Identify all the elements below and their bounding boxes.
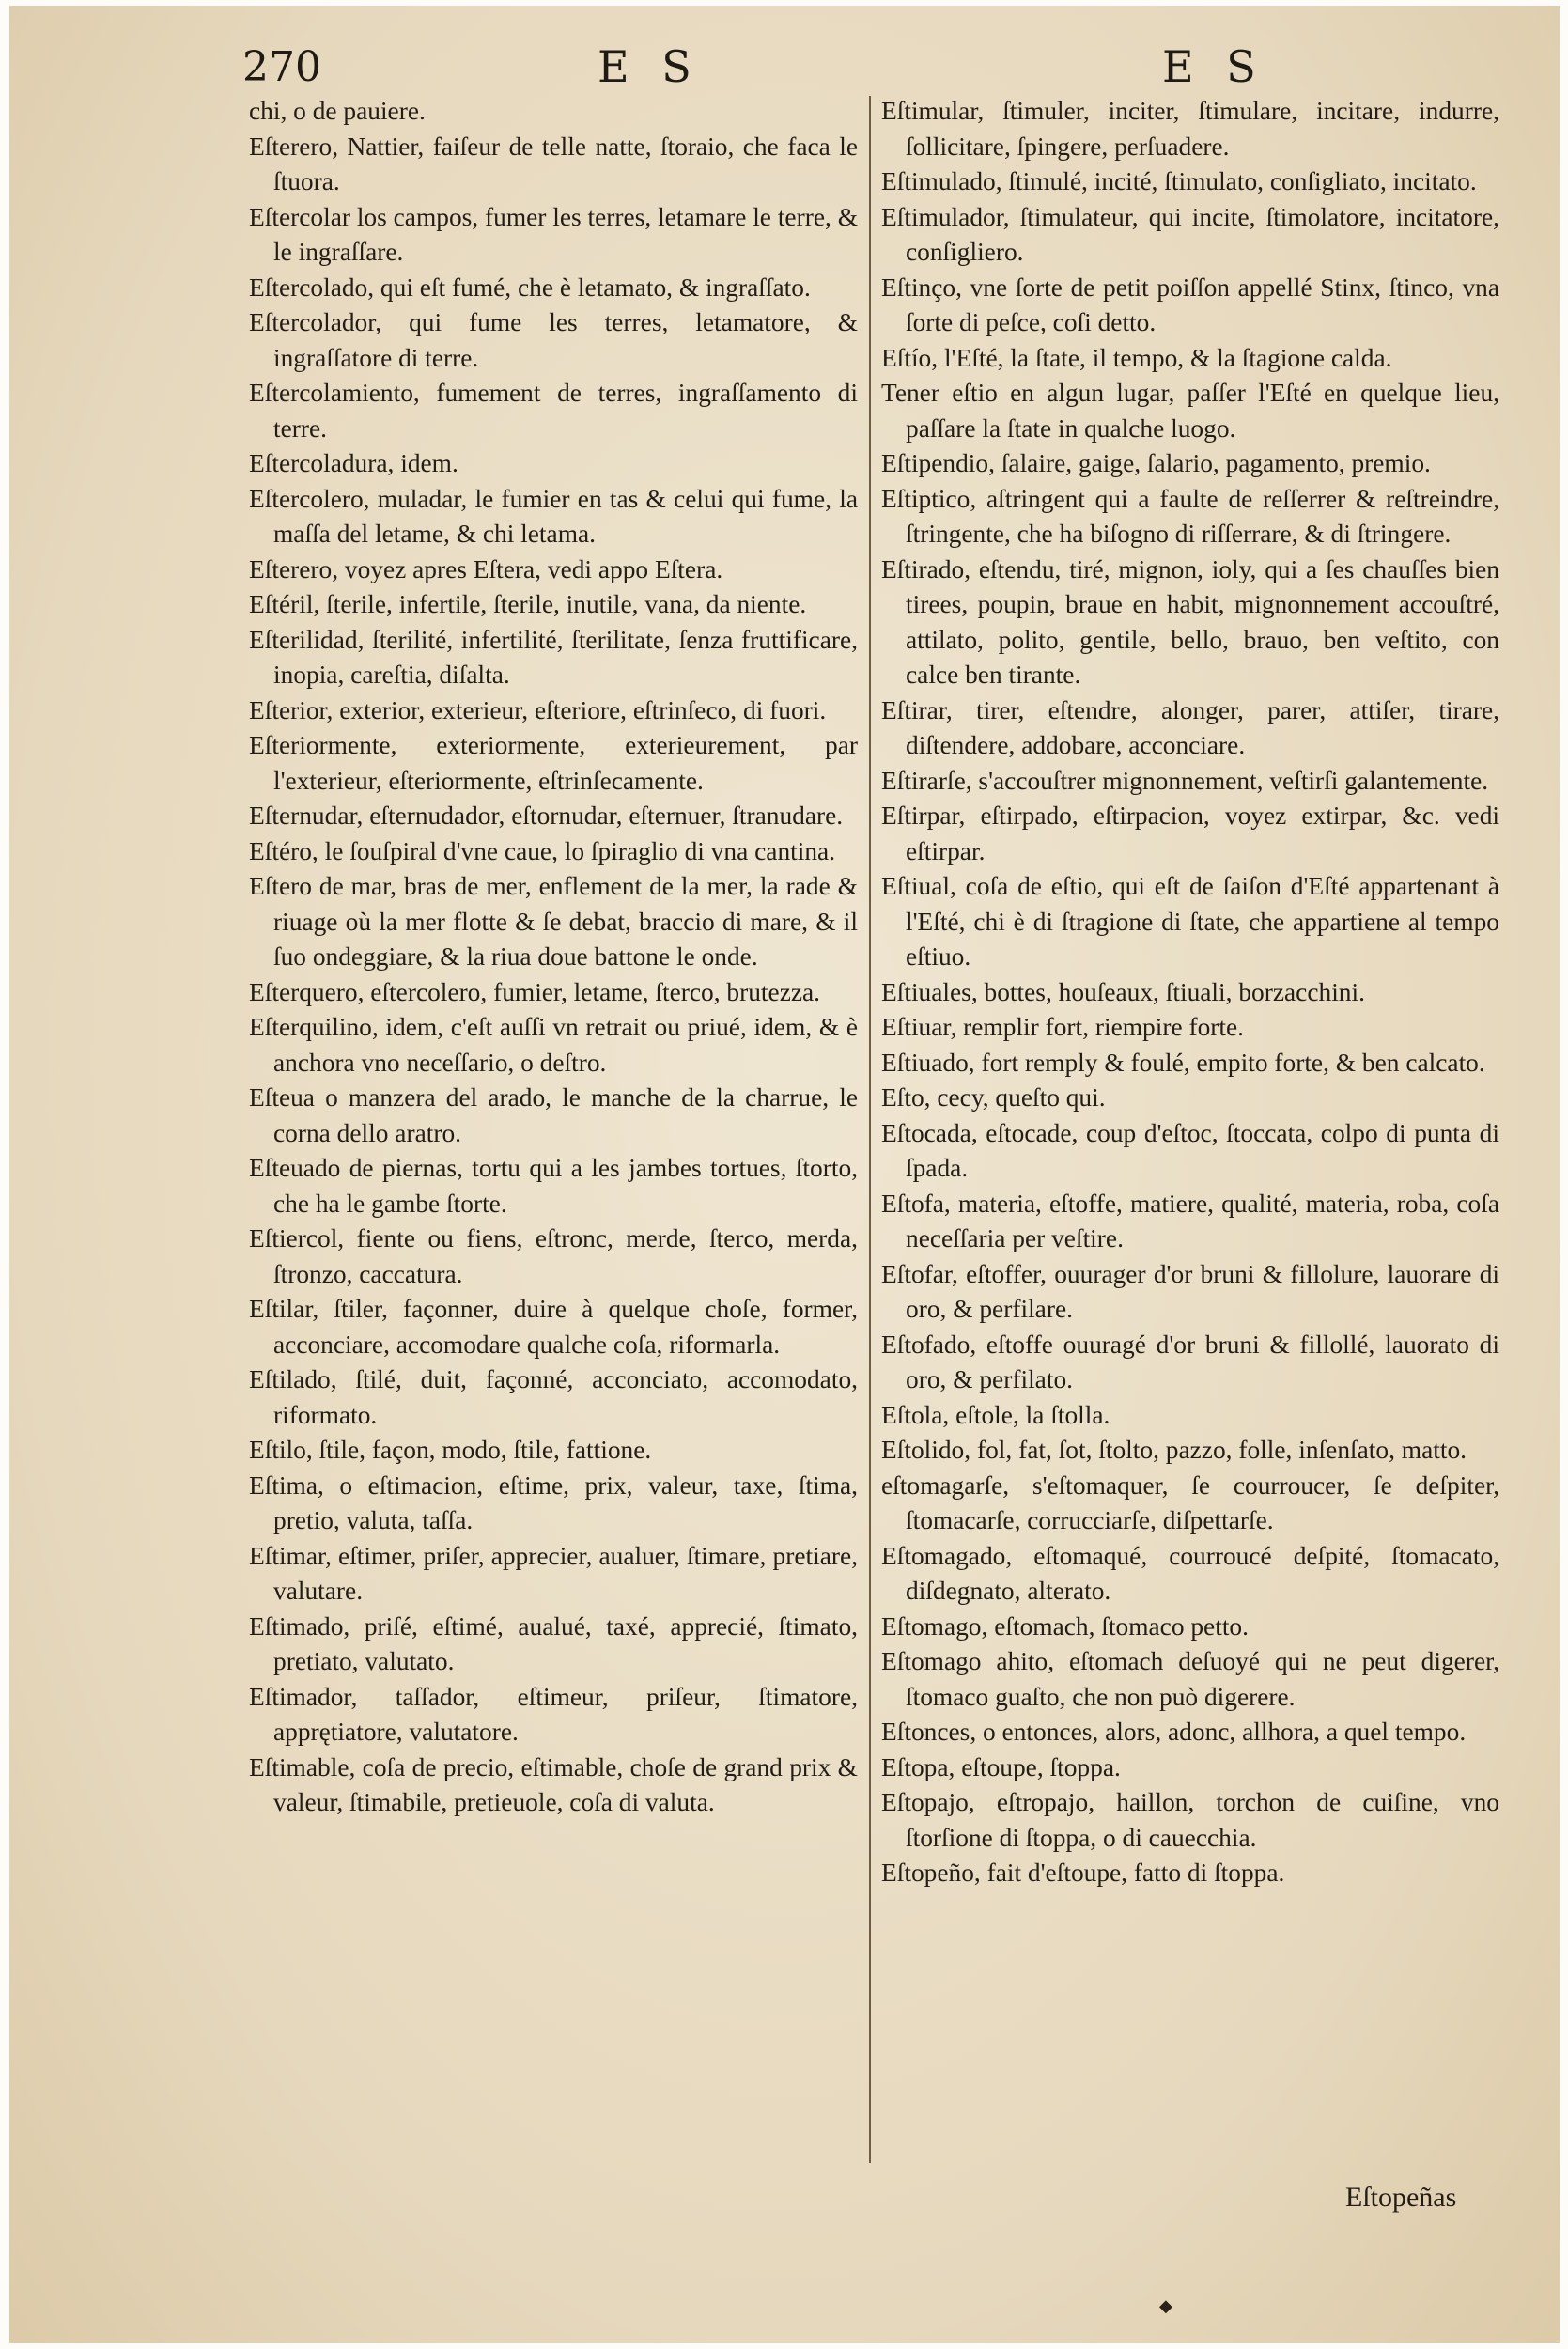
dictionary-entry: Eſtimular, ſtimuler, inciter, ſtimulare, incitare, indurre, ſollicitare, ſpingere, perſuadere. [881,97,1499,161]
dictionary-entry: eſtomagarſe, s'eſtomaquer, ſe courroucer, ſe deſpiter, ſtomacarſe, corrucciarſe, diſpettarſe. [881,1470,1499,1534]
right-column [881,94,1499,1891]
book-page [9,6,1560,2343]
dictionary-entry: Eſtiuales, bottes, houſeaux, ſtiuali, borzacchini. [881,977,1365,1006]
dictionary-entry: Eſtimulado, ſtimulé, incité, ſtimulato, conſigliato, incitato. [881,167,1477,195]
dictionary-entry: Eſtirado, eſtendu, tiré, mignon, ioly, qui a ſes chauſſes bien tirees, poupin, braue en habit, mignonnement accouſtré, attilato, polito, gentile, bello, brauo, ben veſtito, con calce ben tirante. [881,554,1499,689]
dictionary-entry: Eſtilado, ſtilé, duit, façonné, acconciato, accomodato, riformato. [249,1365,858,1429]
dictionary-entry: Eſteriormente, exteriormente, exterieurement, par l'exterieur, eſteriormente, eſtrinſecamente. [249,731,858,795]
column-divider [869,96,871,2163]
dictionary-entry: Eſtercolero, muladar, le fumier en tas & celui qui fume, la maſſa del letame, & chi letama. [249,484,858,548]
dictionary-entry: Eſtilar, ſtiler, façonner, duire à quelque choſe, former, acconciare, accomodare qualche coſa, riformarla. [249,1295,858,1359]
dictionary-entry: chi, o de pauiere. [249,97,426,125]
catchword: Eſtopeñas [1345,2182,1457,2213]
dictionary-entry: Eſtocada, eſtocade, coup d'eſtoc, ſtoccata, colpo di punta di ſpada. [881,1118,1499,1182]
printer-mark: ◆ [1159,2296,1172,2316]
dictionary-entry: Tener eſtio en algun lugar, paſſer l'Eſté en quelque lieu, paſſare la ſtate in qualche luogo. [881,379,1499,443]
dictionary-entry: Eſtima, o eſtimacion, eſtime, prix, valeur, taxe, ſtima, pretio, valuta, taſſa. [249,1470,858,1534]
dictionary-entry: Eſtiptico, aſtringent qui a faulte de reſſerrer & reſtreindre, ſtringente, che ha biſogno di riſſerrare, & di ſtringere. [881,484,1499,548]
dictionary-entry: Eſtéro, le ſouſpiral d'vne caue, lo ſpiraglio di vna cantina. [249,836,836,865]
dictionary-entry: Eſtiercol, fiente ou fiens, eſtronc, merde, ſterco, merda, ſtronzo, caccatura. [249,1224,858,1288]
dictionary-entry: Eſtofado, eſtoffe ouuragé d'or bruni & fillollé, lauorato di oro, & perfilato. [881,1330,1499,1393]
dictionary-entry: Eſtimable, coſa de precio, eſtimable, choſe de grand prix & valeur, ſtimabile, pretieuole, coſa di valuta. [249,1752,858,1816]
dictionary-entry: Eſtimador, taſſador, eſtimeur, priſeur, ſtimatore, apprętiatore, valutatore. [249,1682,858,1746]
dictionary-entry: Eſtofa, materia, eſtoffe, matiere, qualité, materia, roba, coſa neceſſaria per veſtire. [881,1189,1499,1252]
dictionary-entry: Eſterquero, eſtercolero, fumier, letame, ſterco, brutezza. [249,977,821,1006]
dictionary-entry: Eſtolido, fol, fat, ſot, ſtolto, pazzo, folle, inſenſato, matto. [881,1436,1467,1464]
dictionary-entry: Eſtirpar, eſtirpado, eſtirpacion, voyez extirpar, &c. vedi eſtirpar. [881,801,1499,865]
dictionary-entry: Eſtonces, o entonces, alors, adonc, allhora, a quel tempo. [881,1718,1467,1746]
page-number: 270 [242,43,321,91]
dictionary-entry: Eſtéril, ſterile, infertile, ſterile, inutile, vana, da niente. [249,590,807,618]
dictionary-entry: Eſterilidad, ſterilité, infertilité, ſterilitate, ſenza fruttificare, inopia, careſtia, diſalta. [249,625,858,689]
dictionary-entry: Eſtomago, eſtomach, ſtomaco petto. [881,1611,1249,1641]
dictionary-entry: Eſtimar, eſtimer, priſer, apprecier, aualuer, ſtimare, pretiare, valutare. [249,1541,858,1605]
dictionary-entry: Eſtola, eſtole, la ſtolla. [881,1400,1110,1429]
dictionary-entry: Eſtío, l'Eſté, la ſtate, il tempo, & la ſtagione calda. [881,343,1392,372]
dictionary-entry: Eſtopajo, eſtropajo, haillon, torchon de cuiſine, vno ſtorſione di ſtoppa, o di cauecchia. [881,1788,1499,1852]
dictionary-entry: Eſtiual, coſa de eſtio, qui eſt de ſaiſon d'Eſté appartenant à l'Eſté, chi è di ſtragione di ſtate, che appartiene al tempo eſtiuo. [881,872,1499,971]
dictionary-entry: Eſtipendio, ſalaire, gaige, ſalario, pagamento, premio. [881,449,1431,477]
dictionary-entry: Eſtercolar los campos, fumer les terres, letamare le terre, & le ingraſſare. [249,202,858,266]
dictionary-entry: Eſteua o manzera del arado, le manche de la charrue, le corna dello aratro. [249,1083,858,1147]
dictionary-entry: Eſtilo, ſtile, façon, modo, ſtile, fattione. [249,1436,652,1464]
dictionary-entry: Eſtiuar, remplir fort, riempire forte. [881,1013,1245,1041]
dictionary-entry: Eſto, cecy, queſto qui. [881,1083,1106,1112]
dictionary-entry: Eſterquilino, idem, c'eſt auſſi vn retrait ou priué, idem, & è anchora vno neceſſario, o deſtro. [249,1013,858,1077]
dictionary-entry: Eſtirar, tirer, eſtendre, alonger, parer, attiſer, tirare, diſtendere, addobare, acconciare. [881,695,1499,759]
dictionary-entry: Eſteuado de piernas, tortu qui a les jambes tortues, ſtorto, che ha le gambe ſtorte. [249,1154,858,1218]
dictionary-entry: Eſtercolamiento, fumement de terres, ingraſſamento di terre. [249,379,858,443]
dictionary-entry: Eſtopa, eſtoupe, ſtoppa. [881,1752,1121,1781]
dictionary-entry: Eſtopeño, fait d'eſtoupe, fatto di ſtoppa. [881,1859,1285,1887]
dictionary-entry: Eſtinço, vne ſorte de petit poiſſon appellé Stinx, ſtinco, vna ſorte di peſce, coſi detto. [881,272,1499,336]
running-head-right: E S [1162,41,1265,92]
dictionary-entry: Eſtomago ahito, eſtomach deſuoyé qui ne peut digerer, ſtomaco guaſto, che non può digerere. [881,1647,1499,1711]
dictionary-entry: Eſtimulador, ſtimulateur, qui incite, ſtimolatore, incitatore, conſigliero. [881,202,1499,266]
dictionary-entry: Eſterior, exterior, exterieur, eſteriore, eſtrinſeco, di fuori. [249,695,827,724]
running-head-left: E S [598,41,701,92]
dictionary-entry: Eſtofar, eſtoffer, ouurager d'or bruni & fillolure, lauorare di oro, & perfilare. [881,1259,1499,1323]
dictionary-entry: Eſtercoladura, idem. [249,449,458,477]
dictionary-entry: Eſtercolador, qui fume les terres, letamatore, & ingraſſatore di terre. [249,308,858,372]
dictionary-entry: Eſtercolado, qui eſt fumé, che è letamato, & ingraſſato. [249,272,811,302]
dictionary-entry: Eſternudar, eſternudador, eſtornudar, eſternuer, ſtranudare. [249,801,844,830]
dictionary-entry: Eſtirarſe, s'accouſtrer mignonnement, veſtirſi galantemente. [881,766,1489,795]
dictionary-entry: Eſtero de mar, bras de mer, enflement de la mer, la rade & riuage où la mer flotte & ſe debat, braccio di mare, & il ſuo ondeggiare, & la riua doue battone le onde. [249,872,858,971]
dictionary-entry: Eſterero, voyez apres Eſtera, vedi appo Eſtera. [249,554,723,583]
left-column [249,94,858,1821]
dictionary-entry: Eſtomagado, eſtomaqué, courroucé deſpité, ſtomacato, diſdegnato, alterato. [881,1541,1499,1605]
dictionary-entry: Eſterero, Nattier, faiſeur de telle natte, ſtoraio, che faca le ſtuora. [249,132,858,195]
dictionary-entry: Eſtimado, priſé, eſtimé, aualué, taxé, apprecié, ſtimato, pretiato, valutato. [249,1611,858,1675]
dictionary-entry: Eſtiuado, fort remply & foulé, empito forte, & ben calcato. [881,1048,1485,1077]
